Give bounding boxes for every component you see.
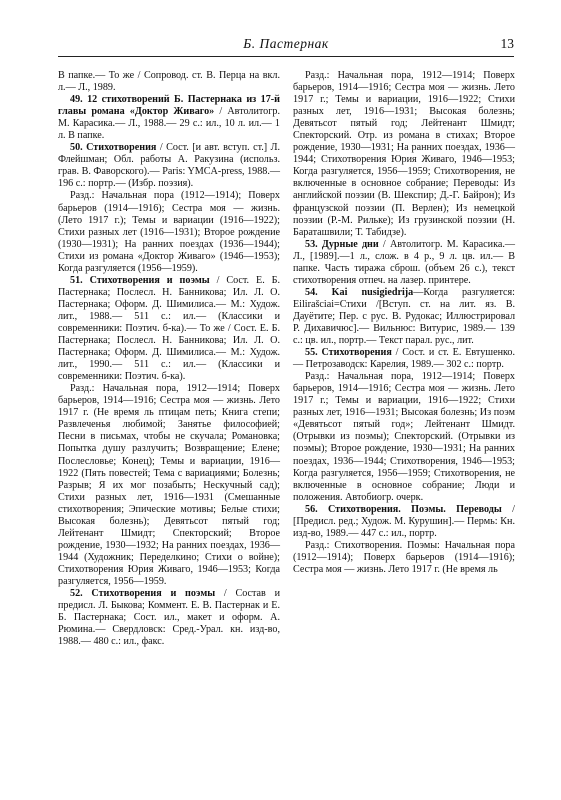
entry-title: 56. Стихотворения. Поэмы. Переводы <box>305 503 502 515</box>
entry-56-sections: Разд.: Стихотворения. Поэмы: Начальная пора (1912—1914); Поверх барьеров (1914—1916); Сестра моя — жизнь. Лето 1917 г. (Не время ль <box>293 539 515 575</box>
entry-51: 51. Стихотворения и поэмы / Сост. Е. Б. Пастернака; Послесл. Н. Банникова; Ил. Л. О. Пастернака; Оформ. Д. Шимилиса.— М.: Худож. лит., 1988.— 511 с.: ил.— (Классики и современники: Поэтич. б-ка).— То же / Сост. Е. Б. Пастернака; Послесл. Н. Банникова; Ил. Л. О. Пастернака; Оформ. Д. Шимилиса.— М.: Худож. лит., 1990.— 511 с.: ил.— (Классики и современники: Поэтич. б-ка). <box>58 274 280 383</box>
entry-50-sections: Разд.: Начальная пора (1912—1914); Поверх барьеров (1914—1916); Сестра моя — жизнь. (Лето 1917 г.); Темы и вариации (1916—1922); Стихи разных лет (1916—1931); Второе рождение (1930—1931); На ранних поездах (1936—1944); Стихи из романа «Доктор Живаго» (1946—1953); Когда разгуляется (1956—1959). <box>58 190 280 274</box>
entry-53: 53. Дурные дни / Автолитогр. М. Карасика.— Л., [1989].—1 л., слож. в 4 р., 9 л. цв. ил.— В папке. Часть тиража сброш. (объем 26 с.), текст стихотворения отпеч. на лазер. принтере. <box>293 238 515 286</box>
entry-title: 49. 12 стихотворений Б. Пастернака из 17-й главы романа «Доктор Живаго» <box>58 94 280 118</box>
entry-56: 56. Стихотворения. Поэмы. Переводы / [Предисл. ред.; Худож. М. Курушин].— Пермь: Кн. изд-во, 1989.— 447 с.: ил., портр. <box>293 503 515 539</box>
entry-title: 51. Стихотворения и поэмы <box>70 274 210 286</box>
entry-50: 50. Стихотворения / Сост. [и авт. вступ. ст.] Л. Флейшман; Обл. работы А. Ракузина (использ. грав. В. Фаворского).— Paris: YMCA-press, 1988.— 196 с.: портр.— (Избр. поэзия). <box>58 142 280 190</box>
entry-55-sections: Разд.: Начальная пора, 1912—1914; Поверх барьеров, 1914—1916; Сестра моя — жизнь. Лето 1917 г.; Темы и вариации, 1916—1922; Стихи разных лет, 1916—1931; Высокая болезнь; Из поэм «Девятьсот пятый год»; Лейтенант Шмидт. (Отрывки из поэмы); Спекторский. (Отрывки из поэмы); Второе рождение, 1930—1931; На ранних поездах, 1936—1944; Стихотворения, 1946—1953; Когда разгуляется, 1956—1959; Стихотворения, не включенные в основное собрание; Люди и положения. Автобиогр. очерк. <box>293 371 515 503</box>
entry-51-sections: Разд.: Начальная пора, 1912—1914; Поверх барьеров, 1914—1916; Сестра моя — жизнь. Лето 1917 г. (Не время ль птицам петь; Книга степи; Развлеченья любимой; Занятье философией; Песни в письмах, чтобы не скучала; Романовка; Попытка душу разлучить; Возвращение; Елене; Послесловье; Конец); Темы и вариации, 1916—1922 (Пять повестей; Тема с вариациями; Болезнь; Разрыв; Я их мог позабыть; Нескучный сад); Стихи разных лет, 1916—1931 (Смешанные стихотворения; Эпические мотивы; Белые стихи; Высокая болезнь); Девятьсот пятый год; Лейтенант Шмидт; Спекторский; Второе рождение, 1930—1932; На ранних поездах, 1936—1944 (Художник; Переделкино; Стихи о войне); Стихотворения Юрия Живаго, 1946—1953; Когда разгуляется, 1956—1959. <box>58 383 280 587</box>
entry-title: 55. Стихотворения <box>305 347 392 359</box>
entry-52: 52. Стихотворения и поэмы / Состав и предисл. Л. Быкова; Коммент. Е. В. Пастернак и Е. Б. Пастернака; Сост. ил., макет и оформ. А. Рюмина.— Свердловск: Сред.-Урал. кн. изд-во, 1988.— 480 с.: ил., факс. <box>58 588 280 648</box>
entry-title: 53. Дурные дни <box>305 238 379 250</box>
left-column <box>58 70 280 648</box>
entry-title: 52. Стихотворения и поэмы <box>70 588 216 600</box>
page-header <box>58 34 514 57</box>
entry-54: 54. Kai nusigiedrija—Когда разгуляется: Eilirašciai=Стихи /[Вступ. ст. на лит. яз. В. Дауётите; Пер. с рус. В. Рудокас; Иллюстрировал Р. Дихавичюс].— Вильнюс: Витурис, 1989.— 139 с.: цв. ил., портр.— Текст парал. рус., лит. <box>293 286 515 347</box>
entry-49: 49. 12 стихотворений Б. Пастернака из 17-й главы романа «Доктор Живаго» / Автолитогр. М. Карасика.— Л., 1988.— 29 с.: ил., 10 л. ил.— 1 л. В папке. <box>58 94 280 142</box>
entry-48-continuation: В папке.— То же / Сопровод. ст. В. Перца на вкл. л.— Л., 1989. <box>58 70 280 94</box>
page-number: 13 <box>500 36 514 51</box>
entry-title: 50. Стихотворения <box>70 142 157 154</box>
entry-52-sections: Разд.: Начальная пора, 1912—1914; Поверх барьеров, 1914—1916; Сестра моя — жизнь. Лето 1917 г.; Темы и вариации, 1916—1922; Стихи разных лет, 1916—1931; Высокая болезнь; Девятьсот пятый год; Лейтенант Шмидт; Спекторский. Отр. из романа в стихах; Второе рождение, 1930—1931; На ранних поездах, 1936—1944; Стихотворения Юрия Живаго, 1946—1953; Когда разгуляется, 1956—1959; Стихотворения, не включенные в основное собрание; Переводы: Из английской поэзии (В. Шекспир; Д.-Г. Байрон); Из французской поэзии (П. Верлен); Из немецкой поэзии (Р.-М. Рильке); Из грузинской поэзии (Н. Бараташвили; Т. Табидзе). <box>293 70 515 238</box>
running-title: Б. Пастернак <box>243 36 329 51</box>
right-column <box>293 70 515 576</box>
entry-title: 54. Kai nusigiedrija <box>305 286 414 298</box>
entry-55: 55. Стихотворения / Сост. и ст. Е. Евтушенко.— Петрозаводск: Карелия, 1989.— 302 с.: портр. <box>293 347 515 371</box>
